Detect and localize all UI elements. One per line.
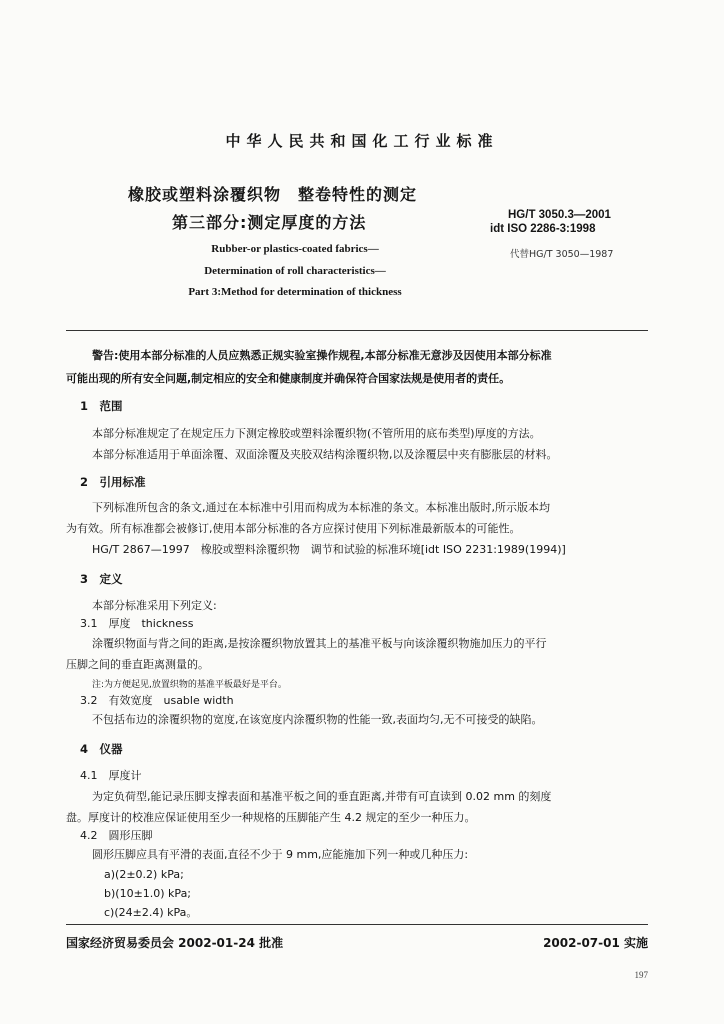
definition-3-1-heading: 3.1 厚度 thickness [80,617,194,630]
pressure-option-a: a)(2±0.2) kPa; [104,868,184,881]
subsection-4-1-line2: 盘。厚度计的校准应保证使用至少一种规格的压脚能产生 4.2 规定的至少一种压力。 [66,811,476,824]
title-cn-line2: 第三部分:测定厚度的方法 [172,213,367,232]
implementation-date: 2002-07-01 实施 [543,936,648,950]
definition-3-2-heading: 3.2 有效宽度 usable width [80,694,234,707]
subsection-4-2-text: 圆形压脚应具有平滑的表面,直径不少于 9 mm,应能施加下列一种或几种压力: [92,848,469,861]
section-4-heading: 4 仪器 [80,742,123,756]
section-2-para-line2: 为有效。所有标准都会被修订,使用本部分标准的各方应探讨使用下列标准最新版本的可能性。 [66,522,521,535]
standard-category-header: 中华人民共和国化工行业标准 [225,132,499,150]
section-1-para2: 本部分标准适用于单面涂覆、双面涂覆及夹胶双结构涂覆织物,以及涂覆层中夹有膨胀层的材料。 [92,448,558,461]
section-1-para1: 本部分标准规定了在规定压力下测定橡胶或塑料涂覆织物(不管所用的底布类型)厚度的方法。 [92,427,541,440]
definition-3-1-note: 注:为方便起见,放置织物的基准平板最好是平台。 [92,680,287,690]
title-en-line3: Part 3:Method for determination of thickness [188,286,402,298]
pressure-option-c: c)(24±2.4) kPa。 [104,906,198,919]
definition-3-2-text: 不包括布边的涂覆织物的宽度,在该宽度内涂覆织物的性能一致,表面均匀,无不可接受的缺陷。 [92,713,543,726]
section-2-para-line1: 下列标准所包含的条文,通过在本标准中引用而构成为本标准的条文。本标准出版时,所示版本均 [92,501,550,514]
standard-replaces: 代替HG/T 3050—1987 [510,249,614,260]
pressure-option-b: b)(10±1.0) kPa; [104,887,192,900]
definition-3-1-line1: 涂覆织物面与背之间的距离,是按涂覆织物放置其上的基准平板与向该涂覆织物施加压力的平行 [92,637,547,650]
standard-number: HG/T 3050.3—2001 [508,209,611,221]
section-3-heading: 3 定义 [80,572,123,586]
subsection-4-1-heading: 4.1 厚度计 [80,769,142,782]
warning-line1: 警告:使用本部分标准的人员应熟悉正规实验室操作规程,本部分标准无意涉及因使用本部分标准 [92,349,552,362]
header-divider [66,330,648,331]
subsection-4-1-line1: 为定负荷型,能记录压脚支撑表面和基准平板之间的垂直距离,并带有可直读到 0.02 mm 的刻度 [92,790,552,803]
title-cn-line1: 橡胶或塑料涂覆织物 整卷特性的测定 [128,185,418,204]
warning-line2: 可能出现的所有安全问题,制定相应的安全和健康制度并确保符合国家法规是使用者的责任。 [66,372,511,385]
section-3-intro: 本部分标准采用下列定义: [92,599,217,612]
subsection-4-2-heading: 4.2 圆形压脚 [80,829,153,842]
section-2-heading: 2 引用标准 [80,475,146,489]
section-2-reference: HG/T 2867—1997 橡胶或塑料涂覆织物 调节和试验的标准环境[idt ISO 2231:1989(1994)] [92,543,566,556]
title-en-line1: Rubber-or plastics-coated fabrics— [211,243,379,255]
approval-date: 国家经济贸易委员会 2002-01-24 批准 [66,936,284,950]
standard-idt: idt ISO 2286-3:1998 [490,223,596,235]
section-1-heading: 1 范围 [80,399,123,413]
footer-divider [66,924,648,925]
title-en-line2: Determination of roll characteristics— [204,265,386,277]
page-number: 197 [634,970,648,980]
definition-3-1-line2: 压脚之间的垂直距离测量的。 [66,658,209,671]
